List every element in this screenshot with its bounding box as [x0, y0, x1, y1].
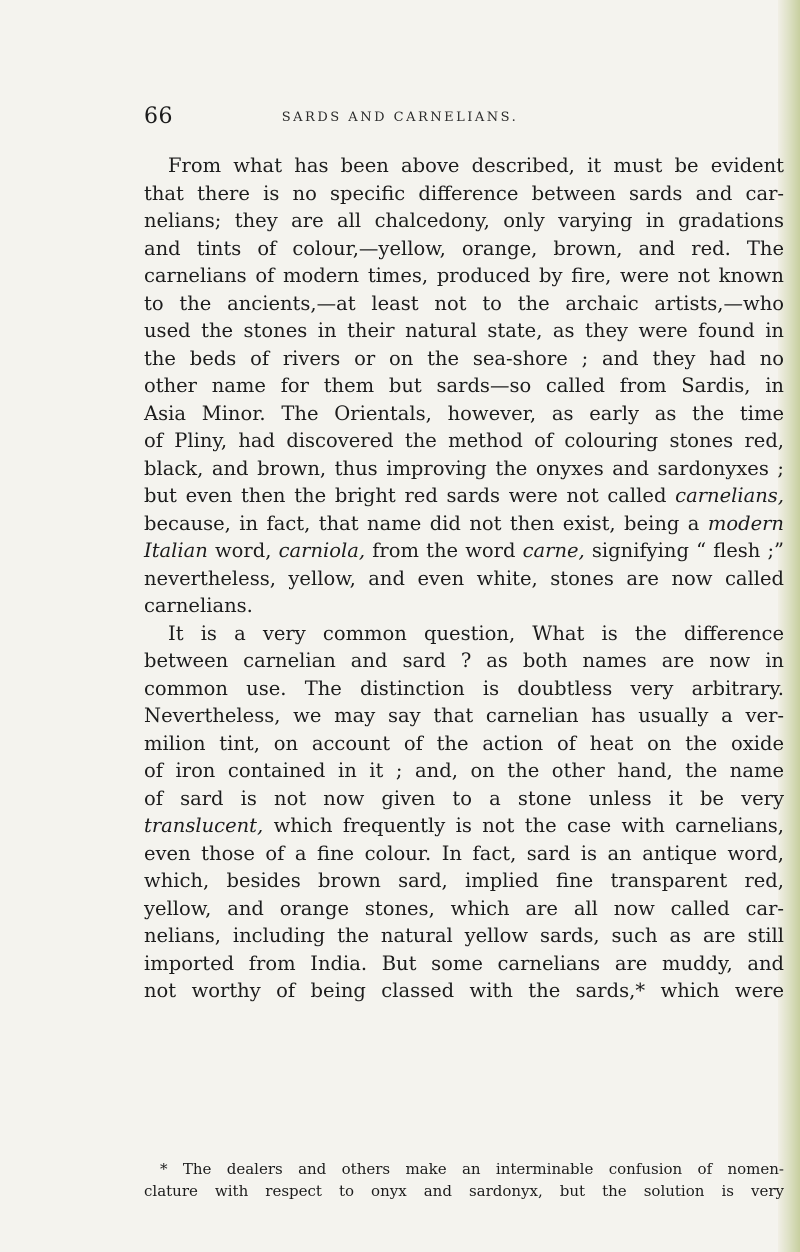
text-line: nelians; they are all chalcedony, only varying in gradations [144, 209, 784, 232]
text-line: not worthy of being classed with the sards,* which were [144, 979, 784, 1002]
text-line: black, and brown, thus improving the onyxes and sardonyxes ; [144, 456, 784, 480]
text-line: to the ancients,—at least not to the archaic artists,—who [144, 291, 784, 315]
text-line: common use. The distinction is doubtless very arbitrary. [144, 676, 784, 700]
text-line: that there is no specific difference between sards and car- [144, 181, 784, 205]
italic-word: carnelians, [675, 484, 785, 507]
text-line: imported from India. But some carnelians are muddy, and [144, 951, 784, 975]
text-line: which, besides brown sard, implied fine transparent red, [144, 869, 784, 892]
italic-word: translucent, [144, 814, 264, 837]
footnote-line: * The dealers and others make an interminable confusion of nomen- [160, 1160, 784, 1178]
text-line [144, 812, 784, 840]
italic-word: Italian [144, 539, 208, 562]
text-fragment: signifying “ flesh ;” [591, 539, 785, 562]
text-line: carnelians. [144, 594, 253, 617]
text-line: used the stones in their natural state, as they were found in [144, 319, 784, 342]
body-text [144, 152, 784, 1005]
text-fragment: word, [214, 539, 272, 562]
text-line: Nevertheless, we may say that carnelian has usually a ver- [144, 704, 784, 727]
text-line [144, 537, 784, 565]
text-line: of Pliny, had discovered the method of colouring stones red, [144, 429, 784, 452]
text-fragment: from the word [372, 539, 516, 562]
footnote-line: clature with respect to onyx and sardonyx, but the solution is very [144, 1182, 784, 1200]
text-line: other name for them but sards—so called from Sardis, in [144, 374, 784, 397]
text-line: nelians, including the natural yellow sards, such as are still [144, 924, 784, 947]
text-line: carnelians of modern times, produced by fire, were not known [144, 264, 784, 287]
text-line [144, 482, 784, 510]
text-fragment: because, in fact, that name did not then exist, being a [144, 511, 700, 535]
text-line: the beds of rivers or on the sea-shore ; and they had no [144, 346, 784, 370]
text-line: and tints of colour,—yellow, orange, brown, and red. The [144, 236, 784, 260]
text-line: yellow, and orange stones, which are all now called car- [144, 896, 784, 920]
page-number: 66 [144, 104, 173, 129]
text-line: From what has been above described, it must be evident [168, 154, 784, 177]
text-line: between carnelian and sard ? as both names are now in [144, 649, 784, 672]
text-line: of sard is not now given to a stone unless it be very [144, 786, 784, 810]
italic-word: modern [707, 511, 784, 535]
text-line [144, 510, 784, 538]
text-fragment: which frequently is not the case with carnelians, [273, 814, 784, 837]
italic-word: carne, [522, 539, 585, 562]
text-line: Asia Minor. The Orientals, however, as early as the time [144, 401, 784, 425]
text-line: even those of a fine colour. In fact, sard is an antique word, [144, 841, 784, 865]
text-fragment: but even then the bright red sards were not called [144, 484, 667, 507]
text-line: nevertheless, yellow, and even white, stones are now called [144, 566, 784, 590]
text-line: milion tint, on account of the action of heat on the oxide [144, 731, 784, 755]
text-line: It is a very common question, What is the difference [168, 621, 784, 645]
footnote [144, 1158, 784, 1202]
text-line: of iron contained in it ; and, on the other hand, the name [144, 759, 784, 782]
italic-word: carniola, [278, 539, 366, 562]
running-head: SARDS AND CARNELIANS. [281, 110, 519, 125]
